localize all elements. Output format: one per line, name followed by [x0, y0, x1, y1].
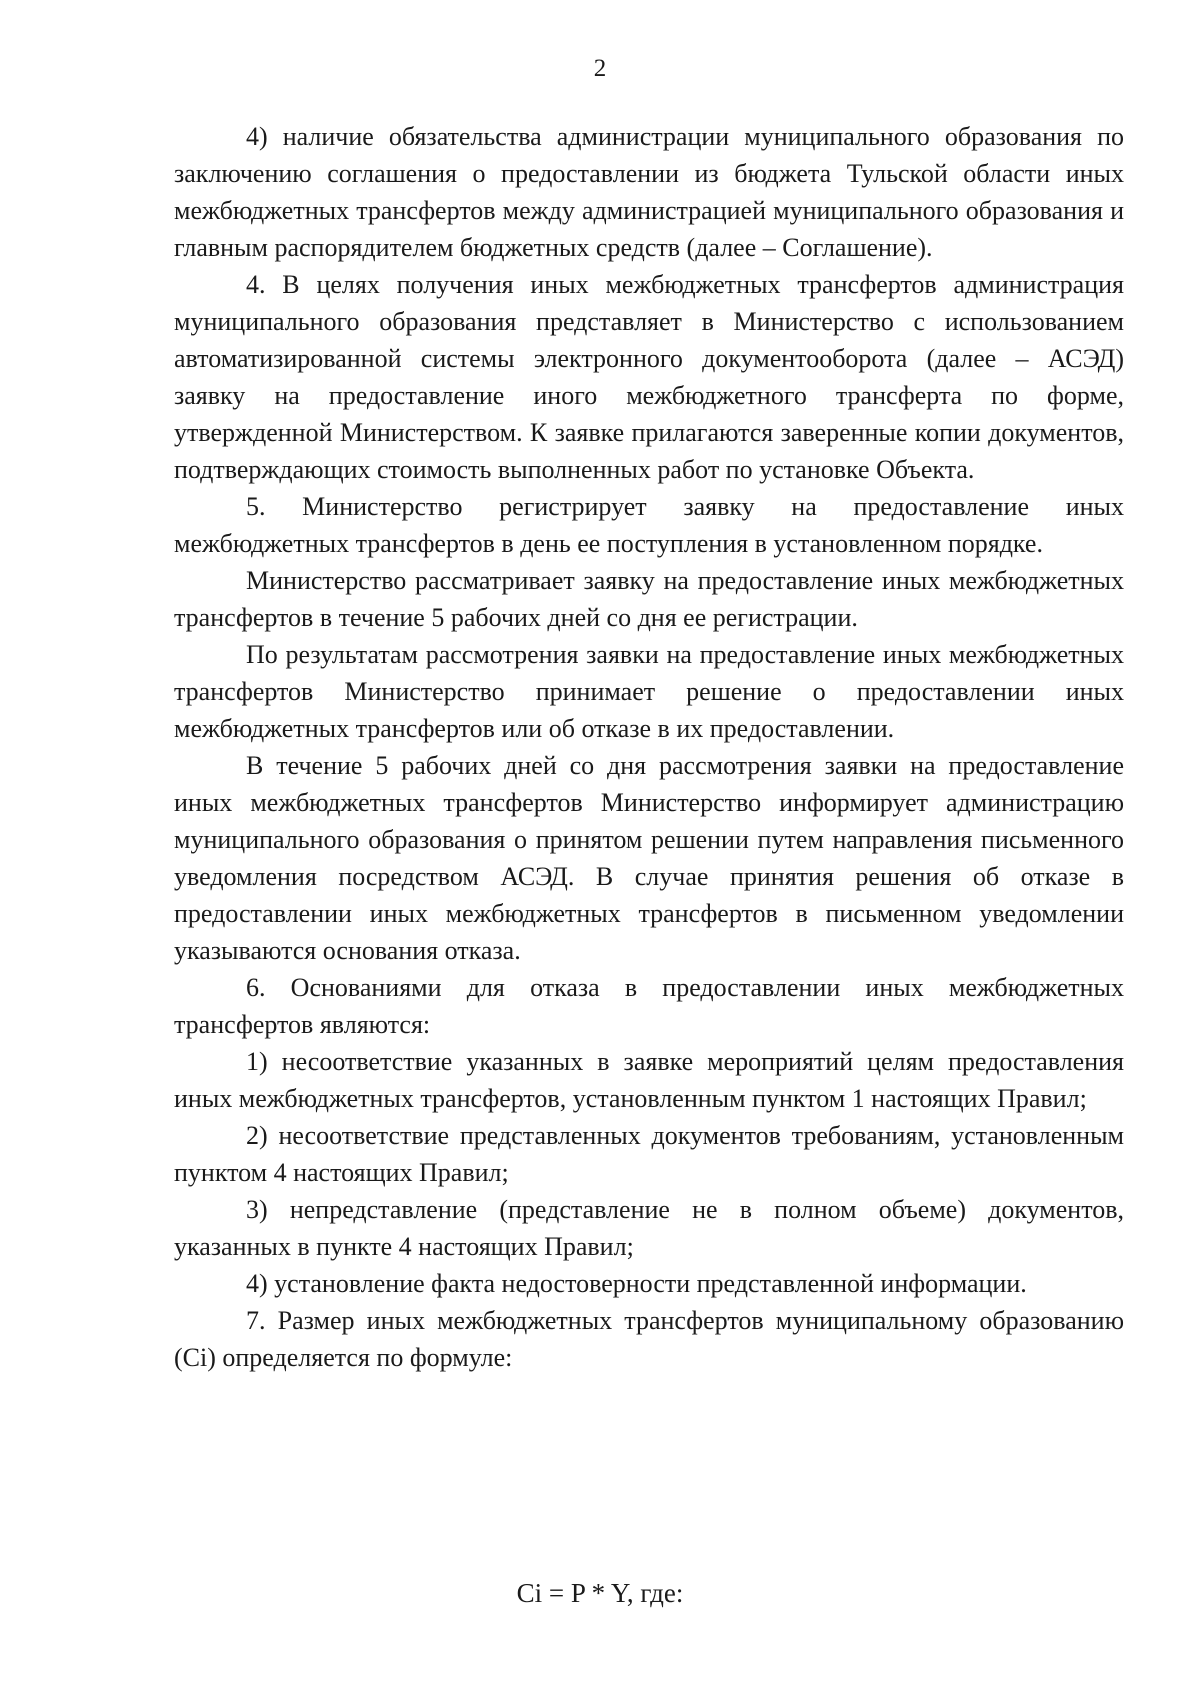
paragraph-clause-6-refusal-grounds: 6. Основаниями для отказа в предоставлении иных межбюджетных трансфертов являются: — [174, 973, 1124, 1039]
paragraph-clause-5-registration: 5. Министерство регистрирует заявку на предоставление иных межбюджетных трансфертов в день ее поступления в установленном порядке. — [174, 492, 1124, 558]
paragraph-ground-4: 4) установление факта недостоверности представленной информации. — [246, 1269, 1027, 1298]
paragraph-item-4-obligation: 4) наличие обязательства администрации муниципального образования по заключению соглашения о предоставлении из бюджета Тульской области иных межбюджетных трансфертов между администрацией муниципального образования и главным распорядителем бюджетных средств (далее – Соглашение). — [174, 122, 1124, 262]
paragraph-review-period: Министерство рассматривает заявку на предоставление иных межбюджетных трансфертов в течение 5 рабочих дней со дня ее регистрации. — [174, 566, 1124, 632]
formula: Ci = P * Y, где: — [516, 1578, 684, 1608]
page-number: 2 — [593, 55, 607, 82]
paragraph-notification: В течение 5 рабочих дней со дня рассмотрения заявки на предоставление иных межбюджетных трансфертов Министерство информирует администрацию муниципального образования о принятом решении путем направления письменного уведомления посредством АСЭД. В случае принятия решения об отказе в предоставлении иных межбюджетных трансфертов в письменном уведомлении указываются основания отказа. — [174, 751, 1124, 965]
document-body — [174, 118, 1124, 1376]
paragraph-ground-3: 3) непредставление (представление не в полном объеме) документов, указанных в пункте 4 настоящих Правил; — [174, 1195, 1124, 1261]
paragraph-clause-4-application: 4. В целях получения иных межбюджетных трансфертов администрация муниципального образования представляет в Министерство с использованием автоматизированной системы электронного документооборота (далее – АСЭД) заявку на предоставление иного межбюджетного трансферта по форме, утвержденной Министерством. К заявке прилагаются заверенные копии документов, подтверждающих стоимость выполненных работ по установке Объекта. — [174, 270, 1124, 484]
paragraph-ground-2: 2) несоответствие представленных документов требованиям, установленным пунктом 4 настоящих Правил; — [174, 1121, 1124, 1187]
paragraph-ground-1: 1) несоответствие указанных в заявке мероприятий целям предоставления иных межбюджетных трансфертов, установленным пунктом 1 настоящих Правил; — [174, 1047, 1124, 1113]
paragraph-clause-7-amount: 7. Размер иных межбюджетных трансфертов муниципальному образованию (Ci) определяется по формуле: — [174, 1306, 1124, 1372]
paragraph-decision: По результатам рассмотрения заявки на предоставление иных межбюджетных трансфертов Министерство принимает решение о предоставлении иных межбюджетных трансфертов или об отказе в их предоставлении. — [174, 640, 1124, 743]
